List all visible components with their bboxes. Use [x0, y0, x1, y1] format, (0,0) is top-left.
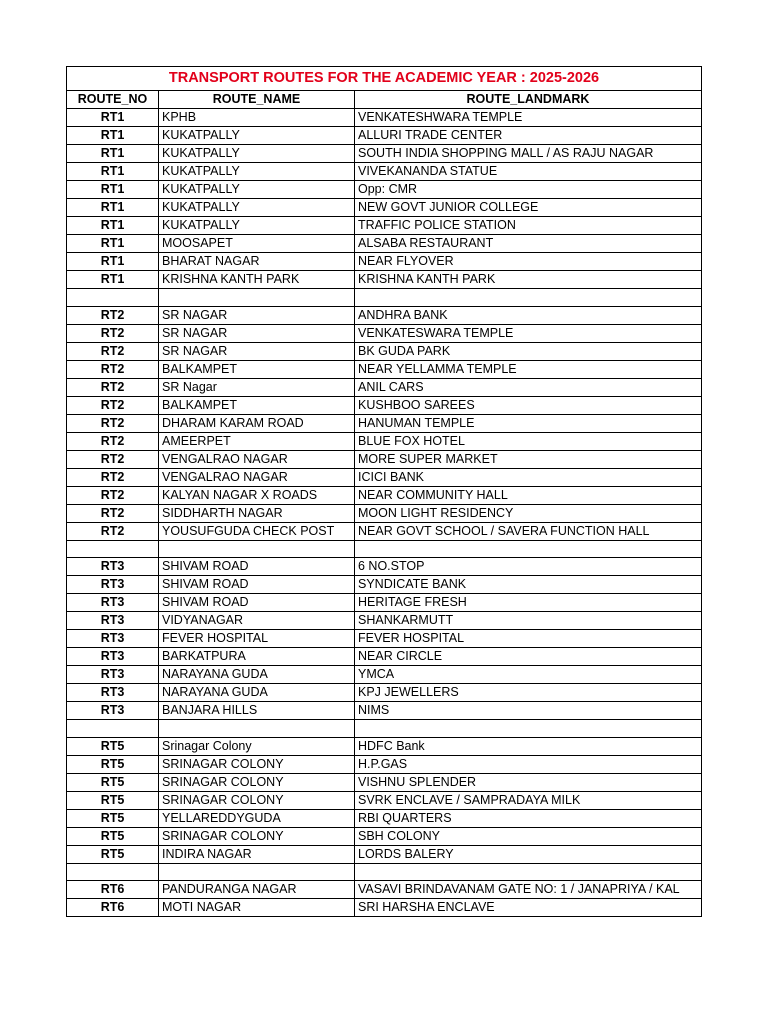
route-no-cell: RT2: [67, 450, 159, 468]
route-name-cell: VENGALRAO NAGAR: [159, 450, 355, 468]
route-no-cell: RT2: [67, 378, 159, 396]
route-landmark-cell: BLUE FOX HOTEL: [355, 432, 702, 450]
table-row: [67, 378, 702, 396]
route-name-cell: BANJARA HILLS: [159, 702, 355, 720]
table-row: [67, 827, 702, 845]
route-name-cell: MOTI NAGAR: [159, 899, 355, 917]
route-landmark-cell: SOUTH INDIA SHOPPING MALL / AS RAJU NAGAR: [355, 145, 702, 163]
route-no-cell: RT6: [67, 899, 159, 917]
table-row: [67, 253, 702, 271]
route-landmark-cell: VASAVI BRINDAVANAM GATE NO: 1 / JANAPRIYA / KAL: [355, 881, 702, 899]
blank-row: [67, 289, 702, 307]
route-no-cell: RT5: [67, 827, 159, 845]
route-landmark-cell: SRI HARSHA ENCLAVE: [355, 899, 702, 917]
route-name-cell: AMEERPET: [159, 432, 355, 450]
route-landmark-cell: ALLURI TRADE CENTER: [355, 127, 702, 145]
route-no-cell: RT1: [67, 235, 159, 253]
table-row: [67, 360, 702, 378]
route-name-cell: KPHB: [159, 109, 355, 127]
route-name-cell: MOOSAPET: [159, 235, 355, 253]
route-name-cell: SRINAGAR COLONY: [159, 773, 355, 791]
table-row: [67, 109, 702, 127]
route-name-cell: KUKATPALLY: [159, 163, 355, 181]
table-row: [67, 414, 702, 432]
table-row: [67, 324, 702, 342]
route-landmark-cell: NEAR GOVT SCHOOL / SAVERA FUNCTION HALL: [355, 522, 702, 540]
table-row: [67, 737, 702, 755]
table-row: [67, 235, 702, 253]
table-row: [67, 181, 702, 199]
route-landmark-cell: HDFC Bank: [355, 737, 702, 755]
route-name-cell: SRINAGAR COLONY: [159, 755, 355, 773]
route-landmark-cell: KRISHNA KANTH PARK: [355, 271, 702, 289]
table-row: [67, 199, 702, 217]
route-name-cell: INDIRA NAGAR: [159, 845, 355, 863]
route-name-cell: BALKAMPET: [159, 396, 355, 414]
blank-row: [67, 863, 702, 881]
table-row: [67, 594, 702, 612]
route-landmark-cell: VIVEKANANDA STATUE: [355, 163, 702, 181]
blank-row: [67, 720, 702, 738]
table-row: [67, 396, 702, 414]
route-landmark-cell: [355, 540, 702, 558]
route-no-cell: [67, 863, 159, 881]
route-landmark-cell: HANUMAN TEMPLE: [355, 414, 702, 432]
table-row: [67, 217, 702, 235]
table-row: [67, 612, 702, 630]
route-no-cell: RT5: [67, 791, 159, 809]
route-landmark-cell: SHANKARMUTT: [355, 612, 702, 630]
route-name-cell: SIDDHARTH NAGAR: [159, 504, 355, 522]
route-no-cell: RT2: [67, 522, 159, 540]
route-no-cell: RT2: [67, 342, 159, 360]
column-header-route-name: ROUTE_NAME: [159, 91, 355, 109]
table-row: [67, 558, 702, 576]
route-name-cell: SR NAGAR: [159, 306, 355, 324]
route-name-cell: KRISHNA KANTH PARK: [159, 271, 355, 289]
route-no-cell: RT3: [67, 702, 159, 720]
route-name-cell: VIDYANAGAR: [159, 612, 355, 630]
route-name-cell: DHARAM KARAM ROAD: [159, 414, 355, 432]
route-name-cell: SRINAGAR COLONY: [159, 791, 355, 809]
route-landmark-cell: VENKATESHWARA TEMPLE: [355, 109, 702, 127]
route-landmark-cell: NEAR COMMUNITY HALL: [355, 486, 702, 504]
route-landmark-cell: NEW GOVT JUNIOR COLLEGE: [355, 199, 702, 217]
route-name-cell: BARKATPURA: [159, 648, 355, 666]
table-row: [67, 163, 702, 181]
table-row: [67, 755, 702, 773]
route-name-cell: [159, 540, 355, 558]
route-no-cell: RT2: [67, 432, 159, 450]
route-landmark-cell: MOON LIGHT RESIDENCY: [355, 504, 702, 522]
route-no-cell: RT1: [67, 109, 159, 127]
route-no-cell: [67, 540, 159, 558]
route-no-cell: RT2: [67, 504, 159, 522]
route-name-cell: SR NAGAR: [159, 342, 355, 360]
route-name-cell: SHIVAM ROAD: [159, 558, 355, 576]
route-landmark-cell: SBH COLONY: [355, 827, 702, 845]
table-row: [67, 648, 702, 666]
table-row: [67, 504, 702, 522]
route-landmark-cell: [355, 863, 702, 881]
table-row: [67, 450, 702, 468]
route-no-cell: RT1: [67, 181, 159, 199]
route-landmark-cell: NEAR YELLAMMA TEMPLE: [355, 360, 702, 378]
route-no-cell: RT6: [67, 881, 159, 899]
route-name-cell: NARAYANA GUDA: [159, 666, 355, 684]
route-no-cell: RT2: [67, 468, 159, 486]
route-name-cell: KUKATPALLY: [159, 127, 355, 145]
route-landmark-cell: ICICI BANK: [355, 468, 702, 486]
route-landmark-cell: LORDS BALERY: [355, 845, 702, 863]
route-name-cell: BHARAT NAGAR: [159, 253, 355, 271]
route-landmark-cell: [355, 289, 702, 307]
page-title: TRANSPORT ROUTES FOR THE ACADEMIC YEAR : 2025-2026: [67, 67, 702, 91]
table-row: [67, 576, 702, 594]
route-landmark-cell: 6 NO.STOP: [355, 558, 702, 576]
route-no-cell: RT3: [67, 666, 159, 684]
table-row: [67, 306, 702, 324]
table-row: [67, 468, 702, 486]
route-name-cell: SR NAGAR: [159, 324, 355, 342]
blank-row: [67, 540, 702, 558]
table-row: [67, 432, 702, 450]
table-row: [67, 342, 702, 360]
route-landmark-cell: RBI QUARTERS: [355, 809, 702, 827]
route-no-cell: RT2: [67, 360, 159, 378]
table-row: [67, 773, 702, 791]
route-name-cell: PANDURANGA NAGAR: [159, 881, 355, 899]
route-name-cell: SRINAGAR COLONY: [159, 827, 355, 845]
route-landmark-cell: NEAR FLYOVER: [355, 253, 702, 271]
table-row: [67, 899, 702, 917]
route-no-cell: RT5: [67, 845, 159, 863]
route-name-cell: KUKATPALLY: [159, 199, 355, 217]
route-no-cell: RT1: [67, 163, 159, 181]
route-name-cell: Srinagar Colony: [159, 737, 355, 755]
column-header-route-landmark: ROUTE_LANDMARK: [355, 91, 702, 109]
route-no-cell: RT5: [67, 809, 159, 827]
route-name-cell: SHIVAM ROAD: [159, 576, 355, 594]
route-no-cell: RT2: [67, 306, 159, 324]
header-row: [67, 91, 702, 109]
table-row: [67, 486, 702, 504]
route-no-cell: RT5: [67, 773, 159, 791]
route-no-cell: [67, 720, 159, 738]
route-name-cell: NARAYANA GUDA: [159, 684, 355, 702]
column-header-route-no: ROUTE_NO: [67, 91, 159, 109]
route-landmark-cell: BK GUDA PARK: [355, 342, 702, 360]
route-no-cell: RT1: [67, 199, 159, 217]
route-landmark-cell: KUSHBOO SAREES: [355, 396, 702, 414]
route-no-cell: RT2: [67, 324, 159, 342]
route-name-cell: [159, 863, 355, 881]
table-row: [67, 271, 702, 289]
route-no-cell: [67, 289, 159, 307]
route-no-cell: RT5: [67, 737, 159, 755]
route-landmark-cell: VENKATESWARA TEMPLE: [355, 324, 702, 342]
route-no-cell: RT3: [67, 612, 159, 630]
route-name-cell: [159, 289, 355, 307]
route-no-cell: RT3: [67, 576, 159, 594]
route-no-cell: RT2: [67, 414, 159, 432]
route-no-cell: RT3: [67, 648, 159, 666]
route-landmark-cell: ALSABA RESTAURANT: [355, 235, 702, 253]
route-no-cell: RT3: [67, 684, 159, 702]
route-landmark-cell: MORE SUPER MARKET: [355, 450, 702, 468]
route-name-cell: YELLAREDDYGUDA: [159, 809, 355, 827]
table-row: [67, 684, 702, 702]
table-row: [67, 809, 702, 827]
route-landmark-cell: VISHNU SPLENDER: [355, 773, 702, 791]
table-row: [67, 845, 702, 863]
table-row: [67, 666, 702, 684]
route-landmark-cell: SVRK ENCLAVE / SAMPRADAYA MILK: [355, 791, 702, 809]
title-row: [67, 67, 702, 91]
routes-table: [66, 66, 702, 917]
route-name-cell: KUKATPALLY: [159, 217, 355, 235]
route-name-cell: KUKATPALLY: [159, 181, 355, 199]
route-no-cell: RT2: [67, 396, 159, 414]
table-row: [67, 881, 702, 899]
route-name-cell: [159, 720, 355, 738]
table-row: [67, 522, 702, 540]
route-landmark-cell: NEAR CIRCLE: [355, 648, 702, 666]
route-name-cell: SHIVAM ROAD: [159, 594, 355, 612]
route-landmark-cell: Opp: CMR: [355, 181, 702, 199]
route-no-cell: RT3: [67, 630, 159, 648]
table-row: [67, 702, 702, 720]
route-landmark-cell: ANDHRA BANK: [355, 306, 702, 324]
route-landmark-cell: ANIL CARS: [355, 378, 702, 396]
route-landmark-cell: TRAFFIC POLICE STATION: [355, 217, 702, 235]
table-row: [67, 127, 702, 145]
route-no-cell: RT3: [67, 558, 159, 576]
route-landmark-cell: FEVER HOSPITAL: [355, 630, 702, 648]
route-landmark-cell: NIMS: [355, 702, 702, 720]
table-row: [67, 791, 702, 809]
route-landmark-cell: KPJ JEWELLERS: [355, 684, 702, 702]
route-name-cell: KALYAN NAGAR X ROADS: [159, 486, 355, 504]
table-row: [67, 630, 702, 648]
route-no-cell: RT1: [67, 271, 159, 289]
route-landmark-cell: HERITAGE FRESH: [355, 594, 702, 612]
route-no-cell: RT5: [67, 755, 159, 773]
route-landmark-cell: SYNDICATE BANK: [355, 576, 702, 594]
table-row: [67, 145, 702, 163]
route-name-cell: KUKATPALLY: [159, 145, 355, 163]
route-name-cell: YOUSUFGUDA CHECK POST: [159, 522, 355, 540]
route-no-cell: RT1: [67, 127, 159, 145]
route-landmark-cell: H.P.GAS: [355, 755, 702, 773]
route-no-cell: RT2: [67, 486, 159, 504]
route-no-cell: RT1: [67, 145, 159, 163]
route-no-cell: RT3: [67, 594, 159, 612]
route-landmark-cell: [355, 720, 702, 738]
route-landmark-cell: YMCA: [355, 666, 702, 684]
route-name-cell: BALKAMPET: [159, 360, 355, 378]
route-name-cell: SR Nagar: [159, 378, 355, 396]
route-no-cell: RT1: [67, 253, 159, 271]
route-name-cell: VENGALRAO NAGAR: [159, 468, 355, 486]
route-no-cell: RT1: [67, 217, 159, 235]
route-name-cell: FEVER HOSPITAL: [159, 630, 355, 648]
